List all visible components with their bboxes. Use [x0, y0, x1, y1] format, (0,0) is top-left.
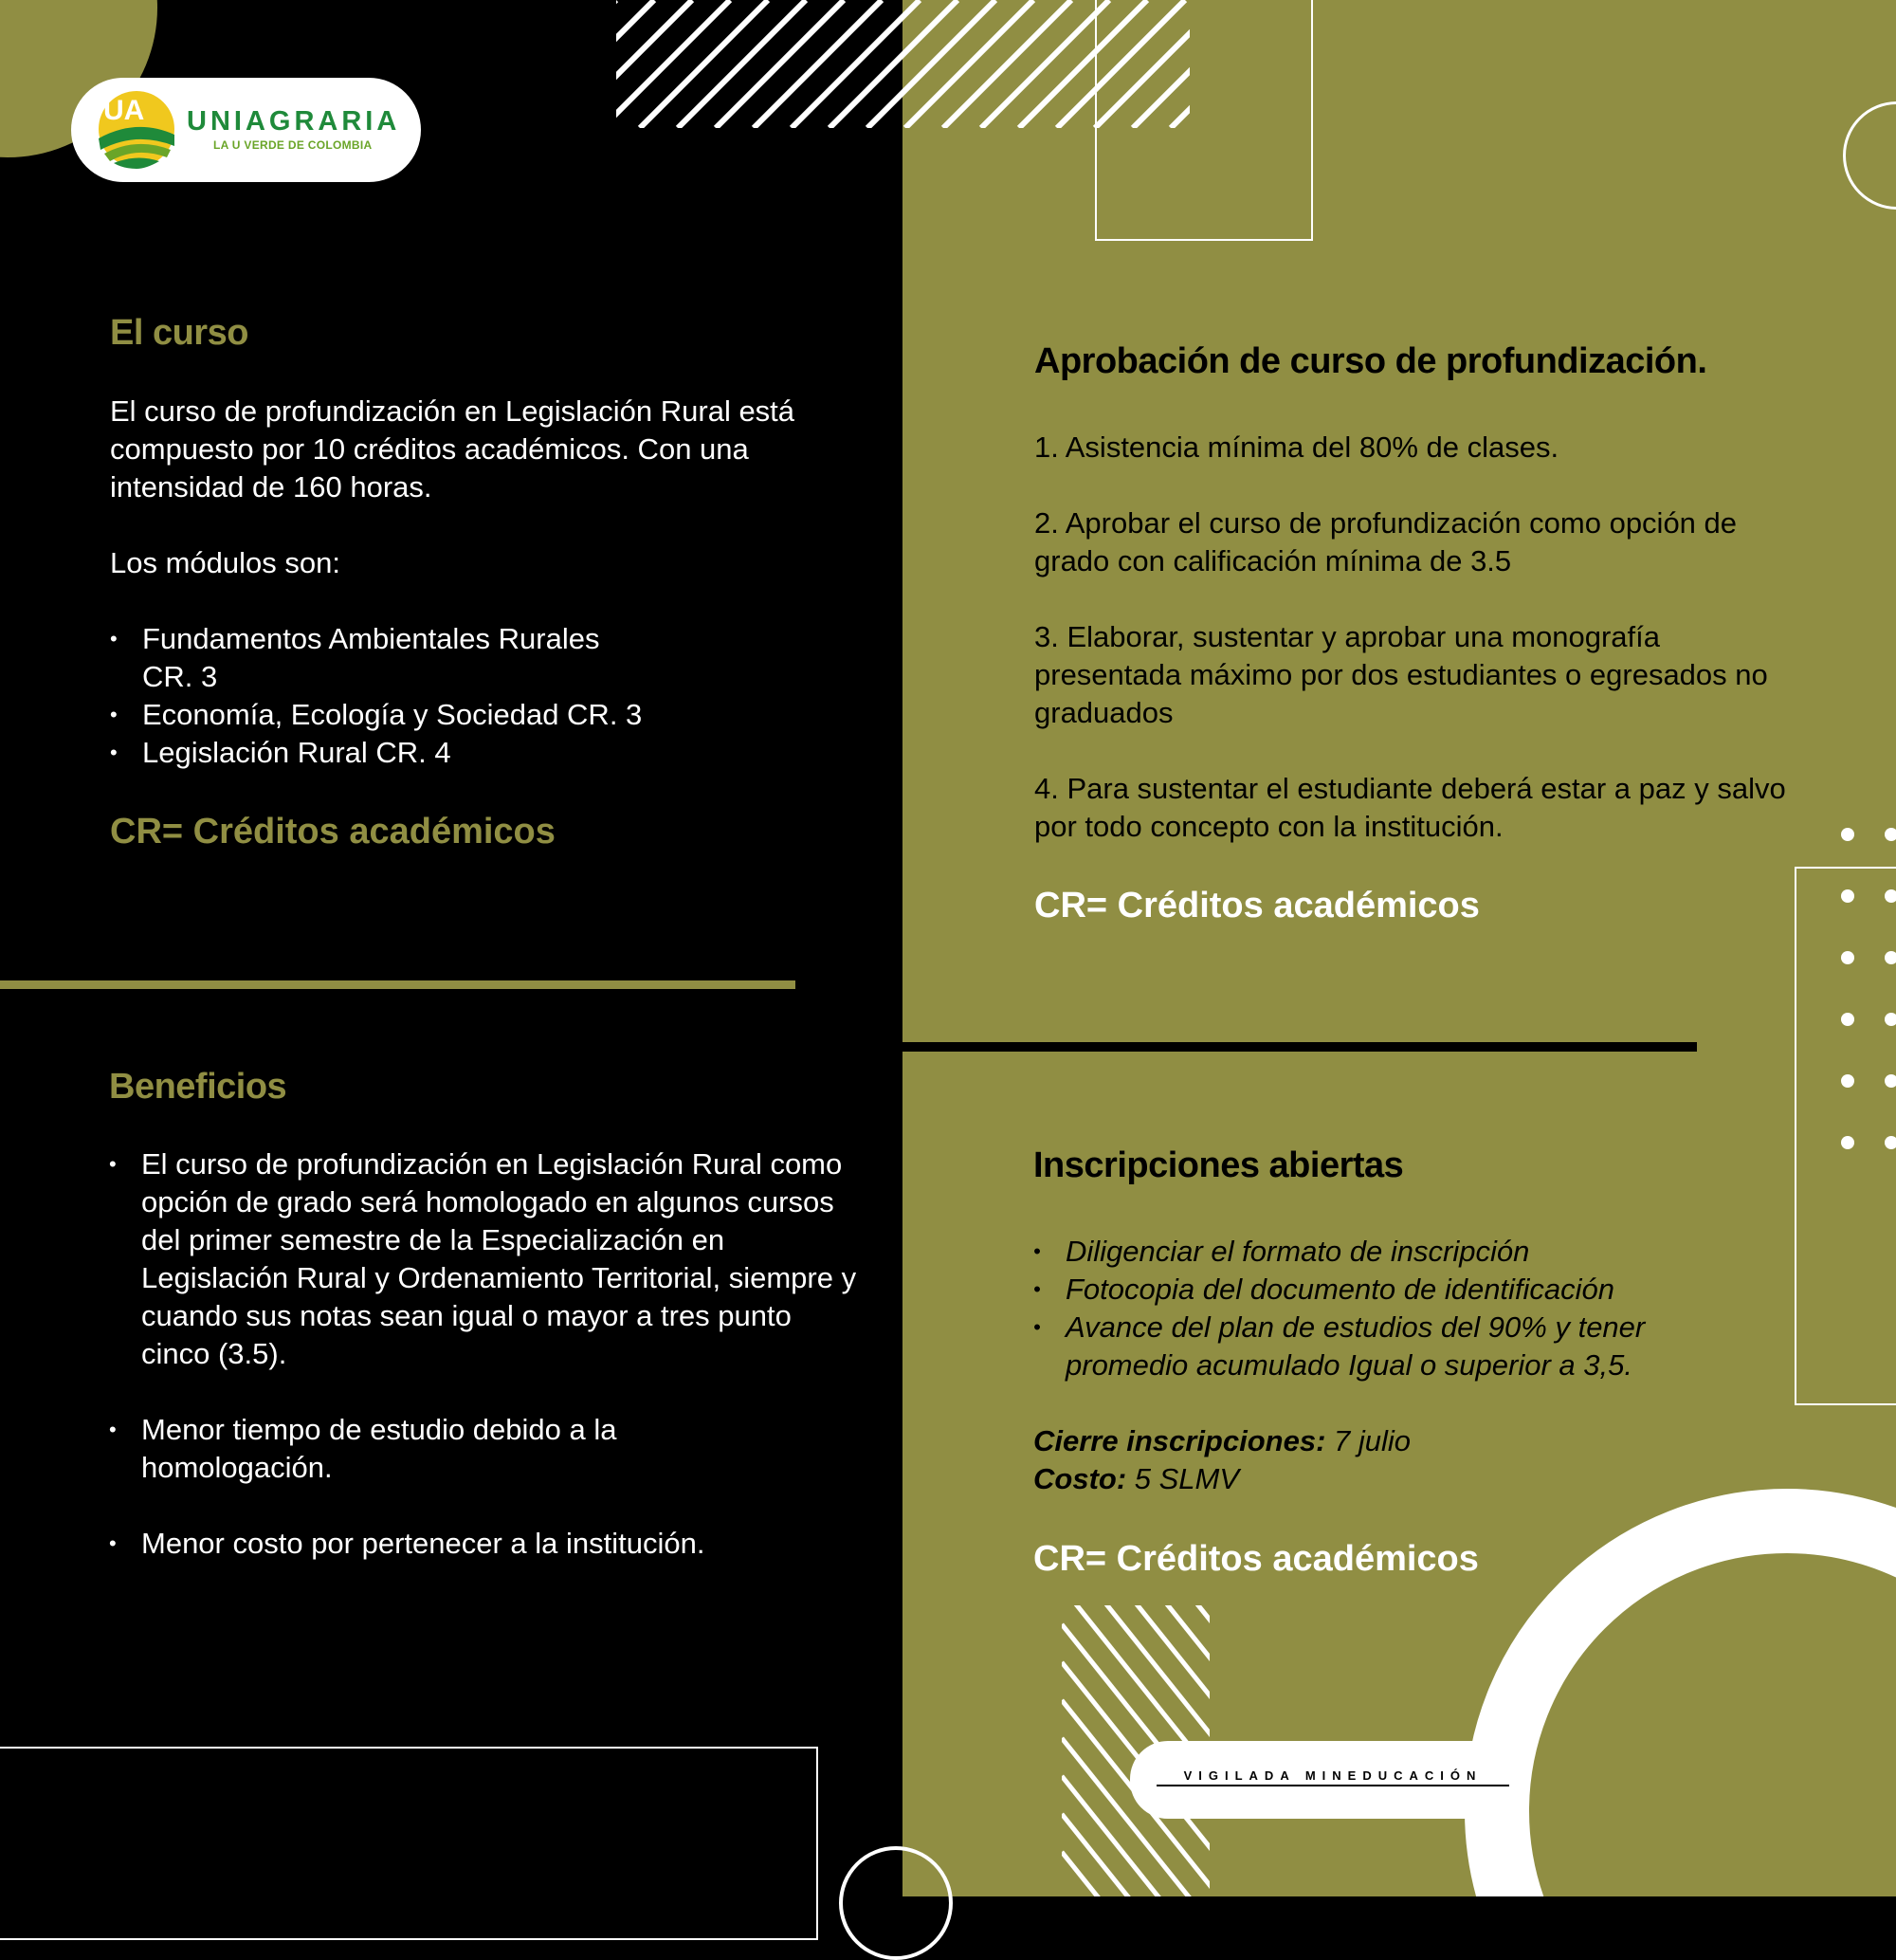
decor-dot: [1841, 951, 1854, 964]
inscripciones-costo: [1033, 1460, 1239, 1498]
decor-dot: [1885, 1136, 1896, 1149]
aprobacion-item-2: 2. Aprobar el curso de profundización como opción de grado con calificación mínima de 3.5: [1034, 506, 1738, 577]
decor-dot: [1885, 951, 1896, 964]
decor-dot: [1841, 1013, 1854, 1026]
cierre-value: 7 julio: [1325, 1424, 1412, 1457]
list-item: • Menor costo por pertenecer a la institución.: [109, 1525, 858, 1563]
aprobacion-title: Aprobación de curso de profundización.: [1034, 341, 1707, 381]
vigilada-badge-text: VIGILADA MINEDUCACIÓN: [1157, 1768, 1509, 1786]
curso-cr-note: CR= Créditos académicos: [110, 812, 556, 852]
divider-bar-left: [0, 980, 795, 989]
inscripciones-title: Inscripciones abiertas: [1033, 1145, 1404, 1185]
list-item: • Diligenciar el formato de inscripción: [1033, 1233, 1754, 1271]
decor-dot: [1841, 889, 1854, 903]
list-item: • Avance del plan de estudios del 90% y tener promedio acumulado Igual o superior a 3,5.: [1033, 1309, 1754, 1384]
list-item: • Menor tiempo de estudio debido a la homologación.: [109, 1411, 748, 1487]
list-item: • Fundamentos Ambientales Rurales CR. 3: [110, 620, 635, 696]
aprobacion-item-3: 3. Elaborar, sustentar y aprobar una monografía presentada máximo por dos estudiantes o egresados no graduados: [1034, 620, 1768, 729]
list-item: • Legislación Rural CR. 4: [110, 734, 698, 772]
cierre-label: Cierre inscripciones:: [1033, 1424, 1326, 1457]
decor-dot: [1885, 1074, 1896, 1088]
aprobacion-cr-note: CR= Créditos académicos: [1034, 886, 1480, 925]
curso-title: El curso: [110, 313, 248, 353]
aprobacion-item-1: 1. Asistencia mínima del 80% de clases.: [1034, 430, 1559, 464]
decor-dot: [1885, 1013, 1896, 1026]
curso-intro: El curso de profundización en Legislación Rural está compuesto por 10 créditos académicos. Con una intensidad de 160 horas.: [110, 394, 795, 504]
decor-outline-rect-bottom: [0, 1747, 818, 1940]
decor-stripes-top: [616, 0, 1190, 128]
inscripciones-cierre: [1033, 1422, 1411, 1460]
beneficios-list: [109, 1145, 858, 1601]
list-item: • Economía, Ecología y Sociedad CR. 3: [110, 696, 698, 734]
logo-name: UNIAGRARIA: [187, 106, 401, 137]
costo-value: 5 SLMV: [1126, 1462, 1240, 1495]
divider-bar-right: [902, 1042, 1697, 1052]
list-item: • El curso de profundización en Legislación Rural como opción de grado será homologado en algunos cursos del primer semestre de la Especialización en Legislación Rural y Ordenamiento Territorial, siempre y cuando sus notas sean igual o mayor a tres punto cinco (3.5).: [109, 1145, 858, 1373]
curso-modules-list: [110, 620, 698, 772]
costo-label: Costo:: [1033, 1462, 1127, 1495]
decor-dot: [1841, 1074, 1854, 1088]
inscripciones-cr-note: CR= Créditos académicos: [1033, 1539, 1479, 1579]
left-panel: [0, 0, 902, 1896]
logo-tagline: LA U VERDE DE COLOMBIA: [213, 138, 373, 152]
right-panel: [902, 0, 1896, 1896]
decor-outline-circle-right: [1843, 101, 1896, 210]
logo-initials: UA: [103, 95, 145, 126]
inscripciones-requirements: [1033, 1233, 1754, 1384]
decor-outline-circle-bottom: [839, 1846, 953, 1960]
decor-dot: [1841, 1136, 1854, 1149]
aprobacion-item-4: 4. Para sustentar el estudiante deberá estar a paz y salvo por todo concepto con la institución.: [1034, 772, 1786, 843]
decor-dot: [1885, 828, 1896, 841]
brand-logo[interactable]: [71, 78, 421, 182]
curso-modules-label: Los módulos son:: [110, 546, 340, 579]
decor-dot: [1841, 828, 1854, 841]
decor-dot: [1885, 889, 1896, 903]
vigilada-badge: [1130, 1741, 1528, 1819]
list-item: • Fotocopia del documento de identificación: [1033, 1271, 1754, 1309]
decor-white-ring: [1465, 1489, 1896, 1896]
beneficios-title: Beneficios: [109, 1067, 287, 1107]
